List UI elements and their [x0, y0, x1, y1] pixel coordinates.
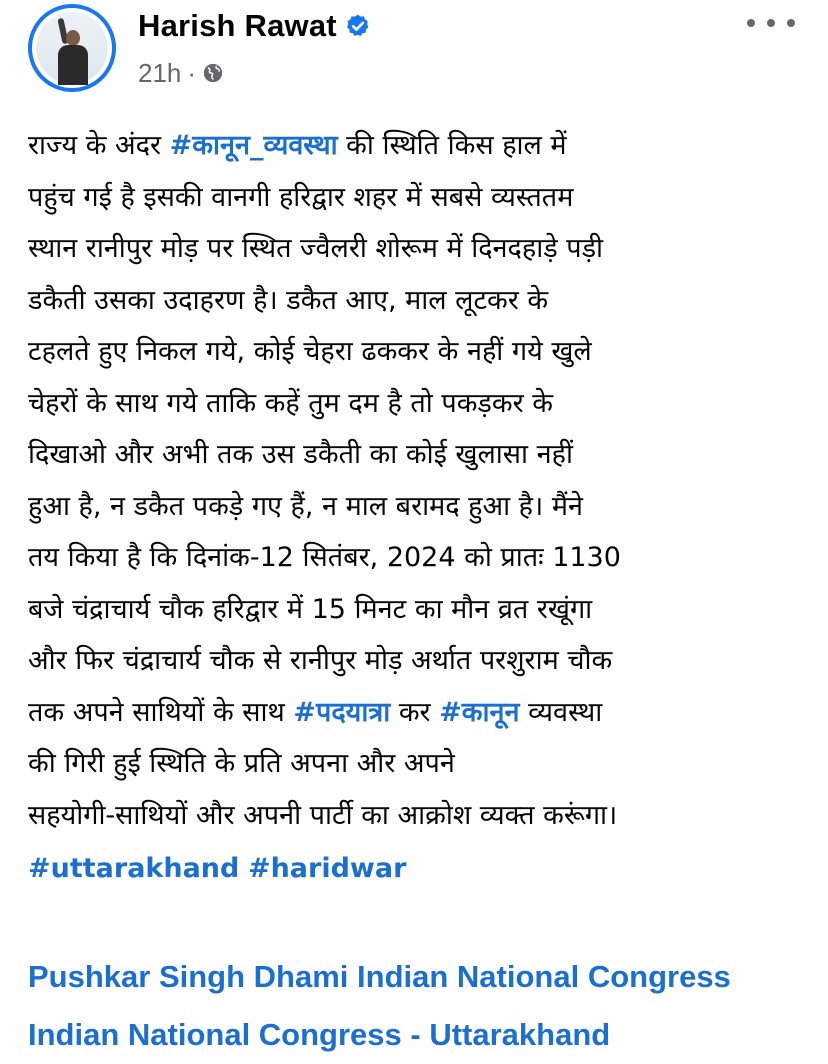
author-row: [138, 4, 371, 48]
post-line: [28, 429, 808, 481]
author-avatar[interactable]: [28, 4, 116, 92]
post-text-segment: तक अपने साथियों के साथ: [28, 696, 294, 728]
mention-line-2: [28, 1006, 828, 1064]
post-line: [28, 584, 808, 636]
post-text-segment: डकैती उसका उदाहरण है। डकैत आए, माल लूटकर के: [28, 284, 549, 316]
mention-inc-uttarakhand[interactable]: Indian National Congress - Uttarakhand: [28, 1017, 611, 1052]
mention-indian-national-congress[interactable]: Indian National Congress: [357, 959, 731, 994]
post-line: [28, 790, 808, 842]
post-line: [28, 120, 808, 172]
post-text-segment: पहुंच गई है इसकी वानगी हरिद्वार शहर में सबसे व्यस्ततम: [28, 181, 574, 213]
post-mentions: [28, 948, 828, 1064]
verified-badge-icon: [345, 13, 371, 39]
author-name[interactable]: Harish Rawat: [138, 8, 337, 43]
post-line: [28, 326, 808, 378]
post-tags: [28, 843, 808, 895]
post-text-segment: स्थान रानीपुर मोड़ पर स्थित ज्वैलरी शोरूम में दिनदहाड़े पड़ी: [28, 233, 604, 264]
mention-line-1: [28, 948, 828, 1006]
post-header: [0, 0, 817, 110]
post-line: [28, 275, 808, 327]
hashtag-link[interactable]: #पदयात्रा: [293, 696, 391, 728]
hashtag-link[interactable]: #कानून: [439, 696, 520, 728]
post-line: [28, 738, 808, 790]
more-dot: [767, 19, 775, 27]
avatar-photo: [36, 12, 108, 84]
post-text-segment: व्यवस्था: [519, 696, 603, 728]
post-line: [28, 172, 808, 224]
post-line: [28, 378, 808, 430]
post-text-segment: और फिर चंद्राचार्य चौक से रानीपुर मोड़ अर्थात परशुराम चौक: [28, 645, 613, 676]
post-text: [28, 120, 808, 841]
post-text-segment: हुआ है, न डकैत पकड़े गए हैं, न माल बरामद हुआ है। मैंने: [28, 490, 583, 522]
mention-pushkar-singh-dhami[interactable]: Pushkar Singh Dhami: [28, 959, 349, 994]
post-text-segment: राज्य के अंदर: [28, 130, 170, 161]
post-line: [28, 481, 808, 533]
post-line: [28, 635, 808, 687]
avatar-figure-head: [66, 30, 80, 46]
post-text-segment: टहलते हुए निकल गये, कोई चेहरा ढककर के नहीं गये खुले: [28, 336, 592, 367]
post-body: [28, 120, 808, 895]
post-meta: [138, 55, 224, 91]
hashtag-link[interactable]: #कानून_व्यवस्था: [169, 130, 338, 161]
post-text-segment: की गिरी हुई स्थिति के प्रति अपना और अपने: [28, 748, 455, 779]
post-text-segment: कर: [390, 696, 440, 728]
more-dot: [747, 19, 755, 27]
avatar-figure-body: [58, 45, 88, 85]
hashtag-haridwar[interactable]: #haridwar: [247, 853, 407, 884]
post-text-segment: की स्थिति किस हाल में: [337, 130, 567, 161]
post-text-segment: तय किया है कि दिनांक-12 सितंबर, 2024 को प्रातः 1130: [28, 542, 621, 573]
globe-icon[interactable]: [202, 62, 224, 84]
post-text-segment: दिखाओ और अभी तक उस डकैती का कोई खुलासा नहीं: [28, 439, 573, 470]
post-line: [28, 532, 808, 584]
hashtag-uttarakhand[interactable]: #uttarakhand: [28, 853, 240, 884]
post-text-segment: बजे चंद्राचार्य चौक हरिद्वार में 15 मिनट का मौन व्रत रखूंगा: [28, 593, 593, 625]
more-options-icon[interactable]: [747, 10, 795, 36]
post-line: [28, 687, 808, 739]
more-dot: [787, 19, 795, 27]
post-text-segment: चेहरों के साथ गये ताकि कहें तुम दम है तो पकड़कर के: [28, 387, 553, 419]
post-text-segment: सहयोगी-साथियों और अपनी पार्टी का आक्रोश व्यक्त करूंगा।: [28, 799, 618, 831]
post-line: [28, 223, 808, 275]
meta-separator: ·: [187, 57, 197, 88]
post-timestamp[interactable]: 21h: [138, 57, 182, 88]
